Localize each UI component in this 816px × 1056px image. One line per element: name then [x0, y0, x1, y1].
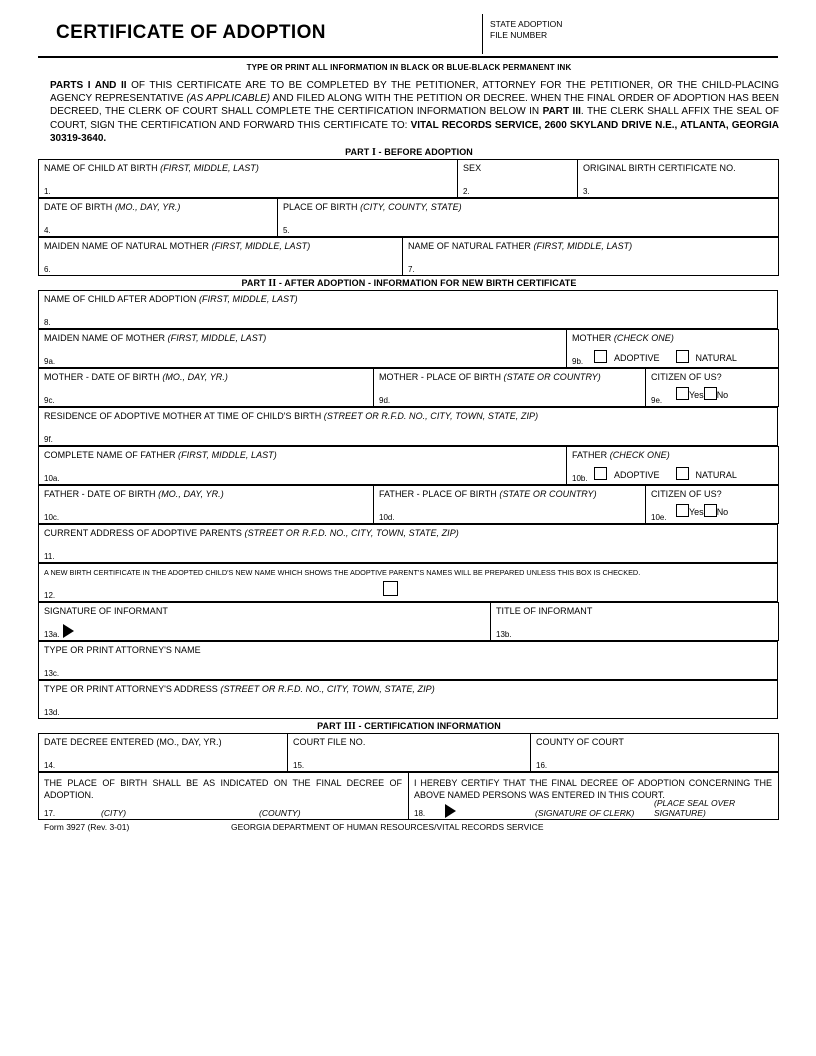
field-label: ORIGINAL BIRTH CERTIFICATE NO. [583, 163, 736, 174]
part-2-mother-name-table [38, 329, 779, 368]
table-row [39, 447, 779, 485]
checkbox-father-natural[interactable] [676, 467, 689, 480]
city-caption: (CITY) [101, 808, 127, 819]
field-number: 6. [44, 265, 51, 275]
field-number: 5. [283, 226, 290, 236]
field-county-of-court[interactable] [531, 734, 779, 772]
father-type-options [572, 467, 778, 480]
checkbox-suppress-new-certificate[interactable] [383, 581, 398, 596]
field-father-date-of-birth[interactable] [39, 486, 374, 524]
table-row [39, 564, 778, 602]
field-number: 14. [44, 761, 56, 771]
field-current-address-of-adoptive-parents[interactable] [39, 525, 778, 563]
field-label: NAME OF CHILD AFTER ADOPTION (FIRST, MIDDLE, LAST) [44, 294, 298, 305]
instructions-seg3: (AS APPLICABLE) [186, 93, 271, 105]
part-2-mother-residence-table [38, 407, 778, 446]
table-row [39, 330, 779, 368]
field-maiden-name-of-mother[interactable] [39, 330, 567, 368]
instructions-seg6: . THE CLERK SHALL AFFIX THE SEAL OF COURT, SIGN THE CERTIFICATION AND FORWARD THIS CERTIFICATE TO: [50, 106, 780, 131]
field-label: FATHER (CHECK ONE) [572, 450, 670, 461]
field-label: MAIDEN NAME OF NATURAL MOTHER (FIRST, MIDDLE, LAST) [44, 241, 311, 252]
state-file-number-label [490, 19, 562, 40]
instructions-seg4: AND FILED ALONG WITH THE PETITION OR DECREE. WHEN THE FINAL ORDER OF ADOPTION HAS BEEN DECREED, THE CLERK OF COURT SHALL COMPLETE THE CERTIFICATION INFORMATION BELOW IN [50, 93, 779, 118]
checkbox-mother-citizen-no[interactable] [704, 387, 717, 400]
part-3-banner [38, 721, 780, 732]
field-number: 1. [44, 187, 51, 197]
part-2-mother-birth-table [38, 368, 779, 407]
instructions-paragraph [38, 79, 780, 145]
field-date-decree-entered[interactable] [39, 734, 288, 772]
page-title: CERTIFICATE OF ADOPTION [56, 22, 326, 43]
label-father-natural: NATURAL [695, 470, 737, 481]
state-adoption-line: STATE ADOPTION [490, 19, 563, 29]
checkbox-mother-citizen-yes[interactable] [676, 387, 689, 400]
field-title-of-informant[interactable] [491, 603, 779, 641]
signature-of-clerk-caption: (SIGNATURE OF CLERK) [535, 808, 635, 819]
field-place-of-birth[interactable] [278, 199, 779, 237]
part-2-father-name-table [38, 446, 779, 485]
field-number: 17. [44, 809, 56, 819]
field-label: CITIZEN OF US? [651, 372, 722, 383]
label-mother-citizen-yes: Yes [689, 390, 704, 401]
field-label: DATE OF BIRTH (MO., DAY, YR.) [44, 202, 181, 213]
part-3-prefix: PART [317, 721, 344, 732]
agency-name: GEORGIA DEPARTMENT OF HUMAN RESOURCES/VITAL RECORDS SERVICE [231, 822, 544, 833]
part-1-suffix: - BEFORE ADOPTION [375, 147, 473, 158]
field-label: COMPLETE NAME OF FATHER (FIRST, MIDDLE, LAST) [44, 450, 277, 461]
field-father-check-one[interactable] [567, 447, 779, 485]
field-label: TYPE OR PRINT ATTORNEY'S ADDRESS (STREET OR R.F.D. NO., CITY, TOWN, STATE, ZIP) [44, 684, 435, 695]
field-original-birth-certificate-no[interactable] [578, 160, 779, 198]
field-signature-of-informant[interactable] [39, 603, 491, 641]
field-label: CURRENT ADDRESS OF ADOPTIVE PARENTS (STREET OR R.F.D. NO., CITY, TOWN, STATE, ZIP) [44, 528, 459, 539]
instructions-seg2: OF THIS CERTIFICATE ARE TO BE COMPLETED BY THE PETITIONER, ATTORNEY FOR THE PETITIONER, OR THE CHILD-PLACING AGENCY REPRESENTATIVE [50, 80, 779, 105]
part-2-parents-address-table [38, 524, 778, 563]
field-label: MOTHER - PLACE OF BIRTH (STATE OR COUNTRY) [379, 372, 601, 383]
field-label: RESIDENCE OF ADOPTIVE MOTHER AT TIME OF CHILD'S BIRTH (STREET OR R.F.D. NO., CITY, TOWN, STATE, ZIP) [44, 411, 539, 422]
field-number: 13a. [44, 630, 60, 640]
part-1-table-row2 [38, 198, 779, 237]
field-complete-name-of-father[interactable] [39, 447, 567, 485]
field-number: 12. [44, 591, 56, 601]
table-row [39, 525, 778, 563]
table-row [39, 238, 779, 276]
label-mother-adoptive: ADOPTIVE [614, 353, 660, 364]
field-clerk-certification[interactable] [409, 773, 779, 820]
field-residence-of-adoptive-mother[interactable] [39, 408, 778, 446]
header-divider [482, 14, 483, 54]
form-sheet [38, 14, 780, 836]
table-row [39, 734, 779, 772]
field-number: 4. [44, 226, 51, 236]
checkbox-mother-natural[interactable] [676, 350, 689, 363]
field-label: PLACE OF BIRTH (CITY, COUNTY, STATE) [283, 202, 462, 213]
field-number: 9e. [651, 396, 663, 406]
field-number: 13b. [496, 630, 512, 640]
field-label: FATHER - PLACE OF BIRTH (STATE OR COUNTRY) [379, 489, 597, 500]
field-number: 13c. [44, 669, 60, 679]
part-3-decree-table [38, 733, 779, 772]
field-number: 18. [414, 809, 426, 819]
label-mother-citizen-no: No [716, 390, 729, 401]
field-number: 10d. [379, 513, 395, 523]
table-row [39, 291, 778, 329]
field-label: CITIZEN OF US? [651, 489, 722, 500]
field-number: 9f. [44, 435, 53, 445]
checkbox-father-citizen-yes[interactable] [676, 504, 689, 517]
mother-citizen-options [651, 387, 778, 400]
field-attorney-name[interactable] [39, 642, 778, 680]
checkbox-father-adoptive[interactable] [594, 467, 607, 480]
field-number: 9c. [44, 396, 55, 406]
checkbox-mother-adoptive[interactable] [594, 350, 607, 363]
field-label: NAME OF CHILD AT BIRTH (FIRST, MIDDLE, LAST) [44, 163, 259, 174]
field-label: MAIDEN NAME OF MOTHER (FIRST, MIDDLE, LAST) [44, 333, 267, 344]
table-row [39, 603, 779, 641]
field-number: 9a. [44, 357, 56, 367]
field-label: NAME OF NATURAL FATHER (FIRST, MIDDLE, LAST) [408, 241, 633, 252]
table-row [39, 642, 778, 680]
field-name-natural-father[interactable] [403, 238, 779, 276]
table-row [39, 160, 779, 198]
field-mother-date-of-birth[interactable] [39, 369, 374, 407]
field-number: 11. [44, 552, 55, 562]
place-seal-caption: (PLACE SEAL OVER SIGNATURE) [654, 798, 736, 819]
field-label: COURT FILE NO. [293, 737, 366, 748]
field-number: 3. [583, 187, 590, 197]
field-father-place-of-birth[interactable] [374, 486, 646, 524]
field-label: A NEW BIRTH CERTIFICATE IN THE ADOPTED CHILD'S NEW NAME WHICH SHOWS THE ADOPTIVE PARENT'S NAMES WILL BE PREPARED UNLESS THIS BOX IS CHECKED. [44, 568, 641, 578]
field-new-birth-certificate-optout[interactable] [39, 564, 778, 602]
clerk-certification-note: I HEREBY CERTIFY THAT THE FINAL DECREE OF ADOPTION CONCERNING THE ABOVE NAMED PERSONS WAS ENTERED IN THIS COURT. [414, 778, 772, 801]
form-header [38, 14, 780, 58]
field-number: 10b. [572, 474, 588, 484]
part-1-prefix: PART [345, 147, 372, 158]
table-row [39, 408, 778, 446]
label-mother-natural: NATURAL [695, 353, 737, 364]
field-label: SIGNATURE OF INFORMANT [44, 606, 168, 617]
instructions-seg1: PARTS I AND II [50, 80, 127, 91]
part-1-banner [38, 147, 780, 158]
field-label: COUNTY OF COURT [536, 737, 624, 748]
label-father-citizen-yes: Yes [689, 507, 704, 518]
signature-arrow-icon [63, 624, 74, 638]
place-of-birth-note: THE PLACE OF BIRTH SHALL BE AS INDICATED ON THE FINAL DECREE OF ADOPTION. [44, 778, 402, 801]
instructions-seg5: PART III [542, 106, 581, 118]
table-row [39, 486, 779, 524]
table-row [39, 773, 779, 820]
field-number: 10e. [651, 513, 667, 523]
part-2-roman: II [268, 278, 277, 290]
part-2-suffix: - AFTER ADOPTION - INFORMATION FOR NEW BIRTH CERTIFICATE [276, 278, 577, 289]
part-2-banner [38, 278, 780, 289]
field-attorney-address[interactable] [39, 681, 778, 719]
field-number: 10a. [44, 474, 60, 484]
field-number: 15. [293, 761, 305, 771]
table-row [39, 369, 779, 407]
field-number: 9b. [572, 357, 584, 367]
field-maiden-name-natural-mother[interactable] [39, 238, 403, 276]
field-number: 10c. [44, 513, 60, 523]
father-citizen-options [651, 504, 778, 517]
field-name-of-child-at-birth[interactable] [39, 160, 458, 198]
field-label: TITLE OF INFORMANT [496, 606, 593, 617]
form-number: Form 3927 (Rev. 3-01) [44, 822, 130, 833]
form-footer [38, 822, 780, 836]
part-2-prefix: PART [241, 278, 269, 289]
field-date-of-birth[interactable] [39, 199, 278, 237]
field-number: 7. [408, 265, 415, 275]
part-1-table-row3 [38, 237, 779, 276]
print-notice: TYPE OR PRINT ALL INFORMATION IN BLACK OR BLUE-BLACK PERMANENT INK [246, 63, 572, 72]
label-father-citizen-no: No [716, 507, 729, 518]
file-number-line: FILE NUMBER [490, 29, 548, 40]
checkbox-father-citizen-no[interactable] [704, 504, 717, 517]
field-number: 16. [536, 761, 548, 771]
mother-type-options [572, 350, 778, 363]
part-3-suffix: - CERTIFICATION INFORMATION [355, 721, 501, 732]
field-number: 13d. [44, 708, 60, 718]
field-mother-citizen-of-us[interactable] [646, 369, 779, 407]
field-number: 9d. [379, 396, 391, 406]
part-2-new-certificate-optout-table [38, 563, 778, 602]
part-3-roman: III [343, 721, 356, 733]
part-2-child-name-table [38, 290, 778, 329]
field-father-citizen-of-us[interactable] [646, 486, 779, 524]
field-number: 2. [463, 187, 470, 197]
label-father-adoptive: ADOPTIVE [614, 470, 660, 481]
field-name-of-child-after-adoption[interactable] [39, 291, 778, 329]
instructions-seg7: VITAL RECORDS SERVICE, 2600 SKYLAND DRIVE N.E., ATLANTA, GEORGIA 30319-3640. [50, 119, 779, 144]
field-label: SEX [463, 163, 482, 174]
optout-checkbox-wrap [44, 581, 777, 599]
part-3-certification-table [38, 772, 779, 820]
part-1-table [38, 159, 779, 198]
field-label: MOTHER - DATE OF BIRTH (MO., DAY, YR.) [44, 372, 228, 383]
part-2-attorney-address-table [38, 680, 778, 719]
part-2-informant-table [38, 602, 779, 641]
field-label: FATHER - DATE OF BIRTH (MO., DAY, YR.) [44, 489, 224, 500]
field-label: TYPE OR PRINT ATTORNEY'S NAME [44, 645, 201, 656]
header-rule [38, 56, 778, 58]
clerk-signature-arrow-icon [445, 804, 456, 818]
field-label: DATE DECREE ENTERED (MO., DAY, YR.) [44, 737, 222, 748]
table-row [39, 199, 779, 237]
table-row [39, 681, 778, 719]
field-mother-check-one[interactable] [567, 330, 779, 368]
part-2-father-birth-table [38, 485, 779, 524]
part-2-attorney-name-table [38, 641, 778, 680]
county-caption: (COUNTY) [259, 808, 301, 819]
field-sex[interactable] [458, 160, 578, 198]
field-number: 8. [44, 318, 51, 328]
field-label: MOTHER (CHECK ONE) [572, 333, 674, 344]
field-court-file-no[interactable] [288, 734, 531, 772]
part-1-roman: I [371, 147, 376, 159]
field-mother-place-of-birth[interactable] [374, 369, 646, 407]
field-place-of-birth-statement[interactable] [39, 773, 409, 820]
